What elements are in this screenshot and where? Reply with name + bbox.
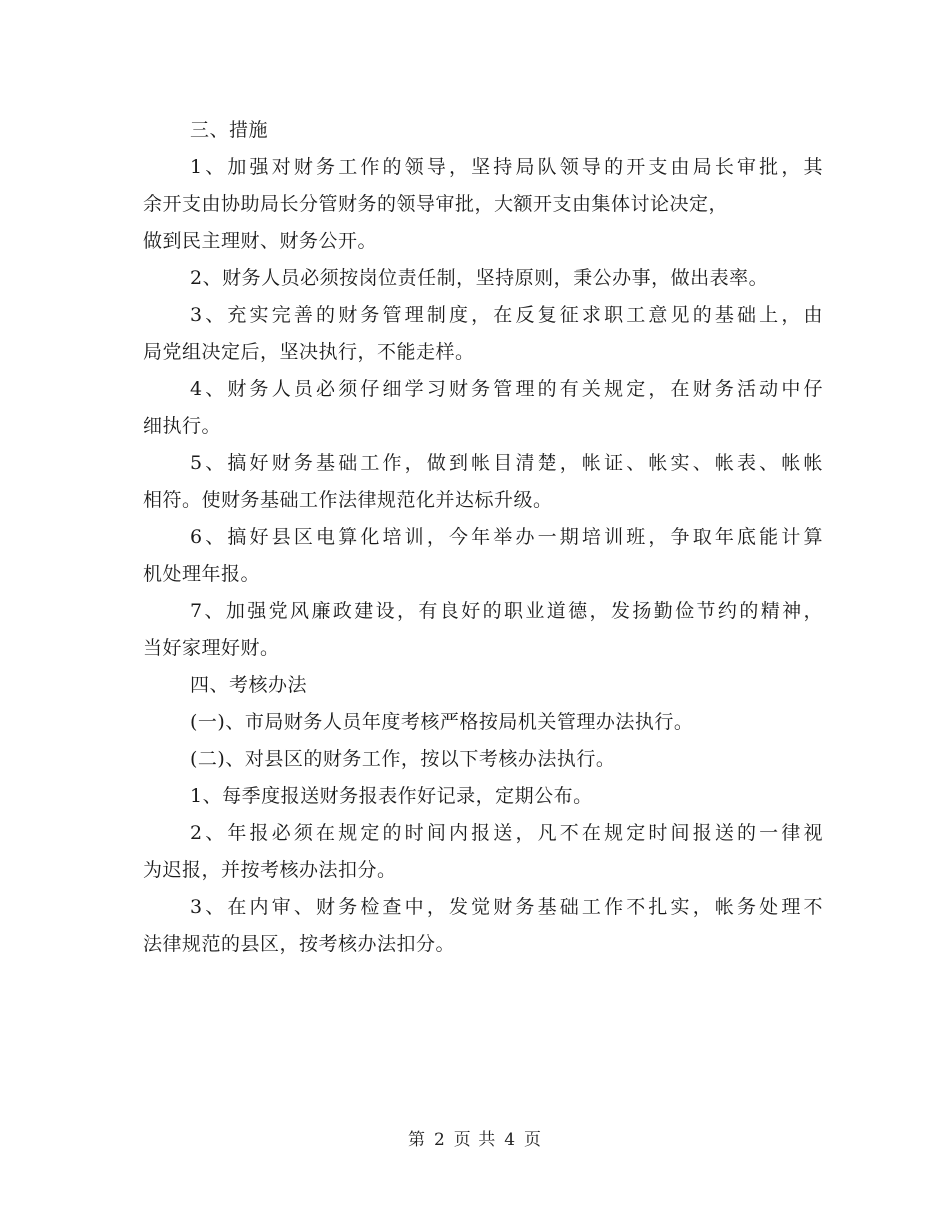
footer-middle: 页 共: [453, 1130, 497, 1150]
text-line: 3、充实完善的财务管理制度，在反复征求职工意见的基础上，由: [190, 304, 823, 326]
text-line: 机处理年报。: [143, 563, 261, 585]
footer-total-pages: 4: [504, 1130, 517, 1150]
text-line: 四、考核办法: [190, 674, 308, 696]
text-line: (二)、对县区的财务工作，按以下考核办法执行。: [190, 748, 616, 770]
text-line: 局党组决定后，坚决执行，不能走样。: [143, 341, 475, 363]
text-line: 3、在内审、财务检查中，发觉财务基础工作不扎实，帐务处理不: [190, 896, 823, 918]
text-line: 为迟报，并按考核办法扣分。: [143, 859, 397, 881]
footer-prefix: 第: [407, 1130, 426, 1150]
document-body: [143, 112, 823, 963]
footer-suffix: 页: [524, 1130, 543, 1150]
text-line: 2、财务人员必须按岗位责任制，坚持原则，秉公办事，做出表率。: [190, 267, 769, 289]
text-line: 2、年报必须在规定的时间内报送，凡不在规定时间报送的一律视: [190, 822, 823, 844]
text-line: 1、每季度报送财务报表作好记录，定期公布。: [190, 785, 593, 807]
text-line: 三、措施: [190, 119, 269, 141]
text-line: 当好家理好财。: [143, 637, 280, 659]
text-line: 相符。使财务基础工作法律规范化并达标升级。: [143, 489, 553, 511]
page-footer: [0, 1125, 950, 1150]
text-line: 6、搞好县区电算化培训，今年举办一期培训班，争取年底能计算: [190, 526, 823, 548]
text-line: 细执行。: [143, 415, 222, 437]
text-line: 5、搞好财务基础工作，做到帐目清楚，帐证、帐实、帐表、帐帐: [190, 452, 823, 474]
text-line: (一)、市局财务人员年度考核严格按局机关管理办法执行。: [190, 711, 694, 733]
text-line: 做到民主理财、财务公开。: [143, 230, 378, 252]
text-line: 余开支由协助局长分管财务的领导审批，大额开支由集体讨论决定，: [143, 193, 729, 215]
text-line: 法律规范的县区，按考核办法扣分。: [143, 933, 456, 955]
footer-current-page: 2: [433, 1130, 446, 1150]
text-line: 1、加强对财务工作的领导，坚持局队领导的开支由局长审批，其: [190, 156, 823, 178]
text-line: 7、加强党风廉政建设，有良好的职业道德，发扬勤俭节约的精神，: [190, 600, 823, 622]
text-line: 4、财务人员必须仔细学习财务管理的有关规定，在财务活动中仔: [190, 378, 823, 400]
